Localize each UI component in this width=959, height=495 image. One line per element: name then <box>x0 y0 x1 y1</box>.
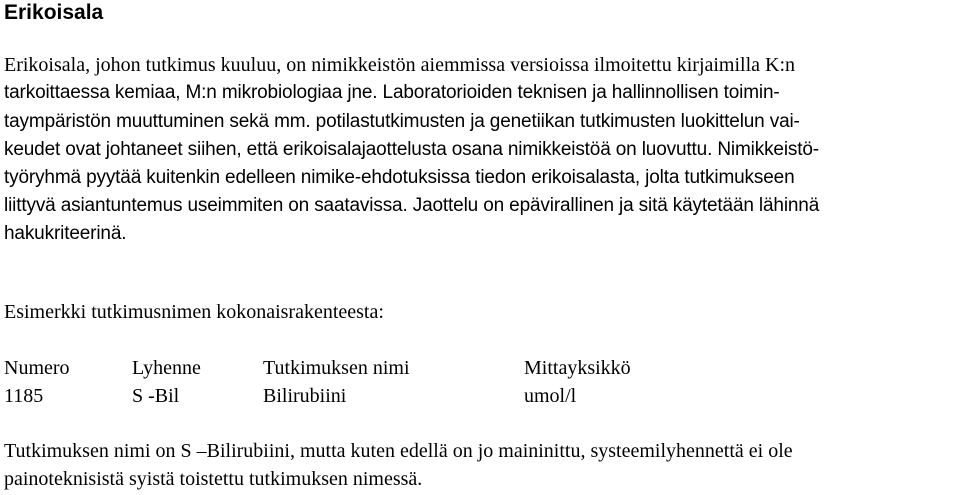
table-header-nimi: Tutkimuksen nimi <box>263 357 410 379</box>
paragraph-line: taympäristön muuttuminen sekä mm. potilastutkimusten ja genetiikan tutkimusten luokittelun vai- <box>4 111 800 132</box>
paragraph-line: työryhmä pyytää kuitenkin edelleen nimike-ehdotuksissa tiedon erikoisalasta, jolta tutkimukseen <box>4 167 795 188</box>
table-cell-mittayksikko: umol/l <box>524 385 577 407</box>
closing-line: painoteknisistä syistä toistettu tutkimuksen nimessä. <box>4 468 423 490</box>
table-cell-lyhenne: S -Bil <box>132 385 180 407</box>
paragraph-line: liittyvä asiantuntemus useimmiten on saatavissa. Jaottelu on epävirallinen ja sitä käytetään lähinnä <box>4 195 820 216</box>
paragraph-line: Erikoisala, johon tutkimus kuuluu, on nimikkeistön aiemmissa versioissa ilmoitettu kirjaimilla K:n <box>4 54 796 76</box>
table-header-mittayksikko: Mittayksikkö <box>524 357 631 379</box>
section-heading: Erikoisala <box>4 1 104 24</box>
table-cell-numero: 1185 <box>4 385 44 407</box>
table-cell-nimi: Bilirubiini <box>263 385 347 407</box>
paragraph-line: keudet ovat johtaneet siihen, että erikoisalajaottelusta osana nimikkeistöä on luovuttu. Nimikkeistö- <box>4 139 819 160</box>
closing-line: Tutkimuksen nimi on S –Bilirubiini, mutta kuten edellä on jo maininittu, systeemilyhennettä ei ole <box>4 440 793 462</box>
paragraph-line: tarkoittaessa kemiaa, M:n mikrobiologiaa jne. Laboratorioiden teknisen ja hallinnollisen toimin- <box>4 82 780 103</box>
table-header-lyhenne: Lyhenne <box>132 357 201 379</box>
paragraph-line: hakukriteerinä. <box>4 223 127 244</box>
example-intro: Esimerkki tutkimusnimen kokonaisrakenteesta: <box>4 301 384 323</box>
table-header-numero: Numero <box>4 357 70 379</box>
